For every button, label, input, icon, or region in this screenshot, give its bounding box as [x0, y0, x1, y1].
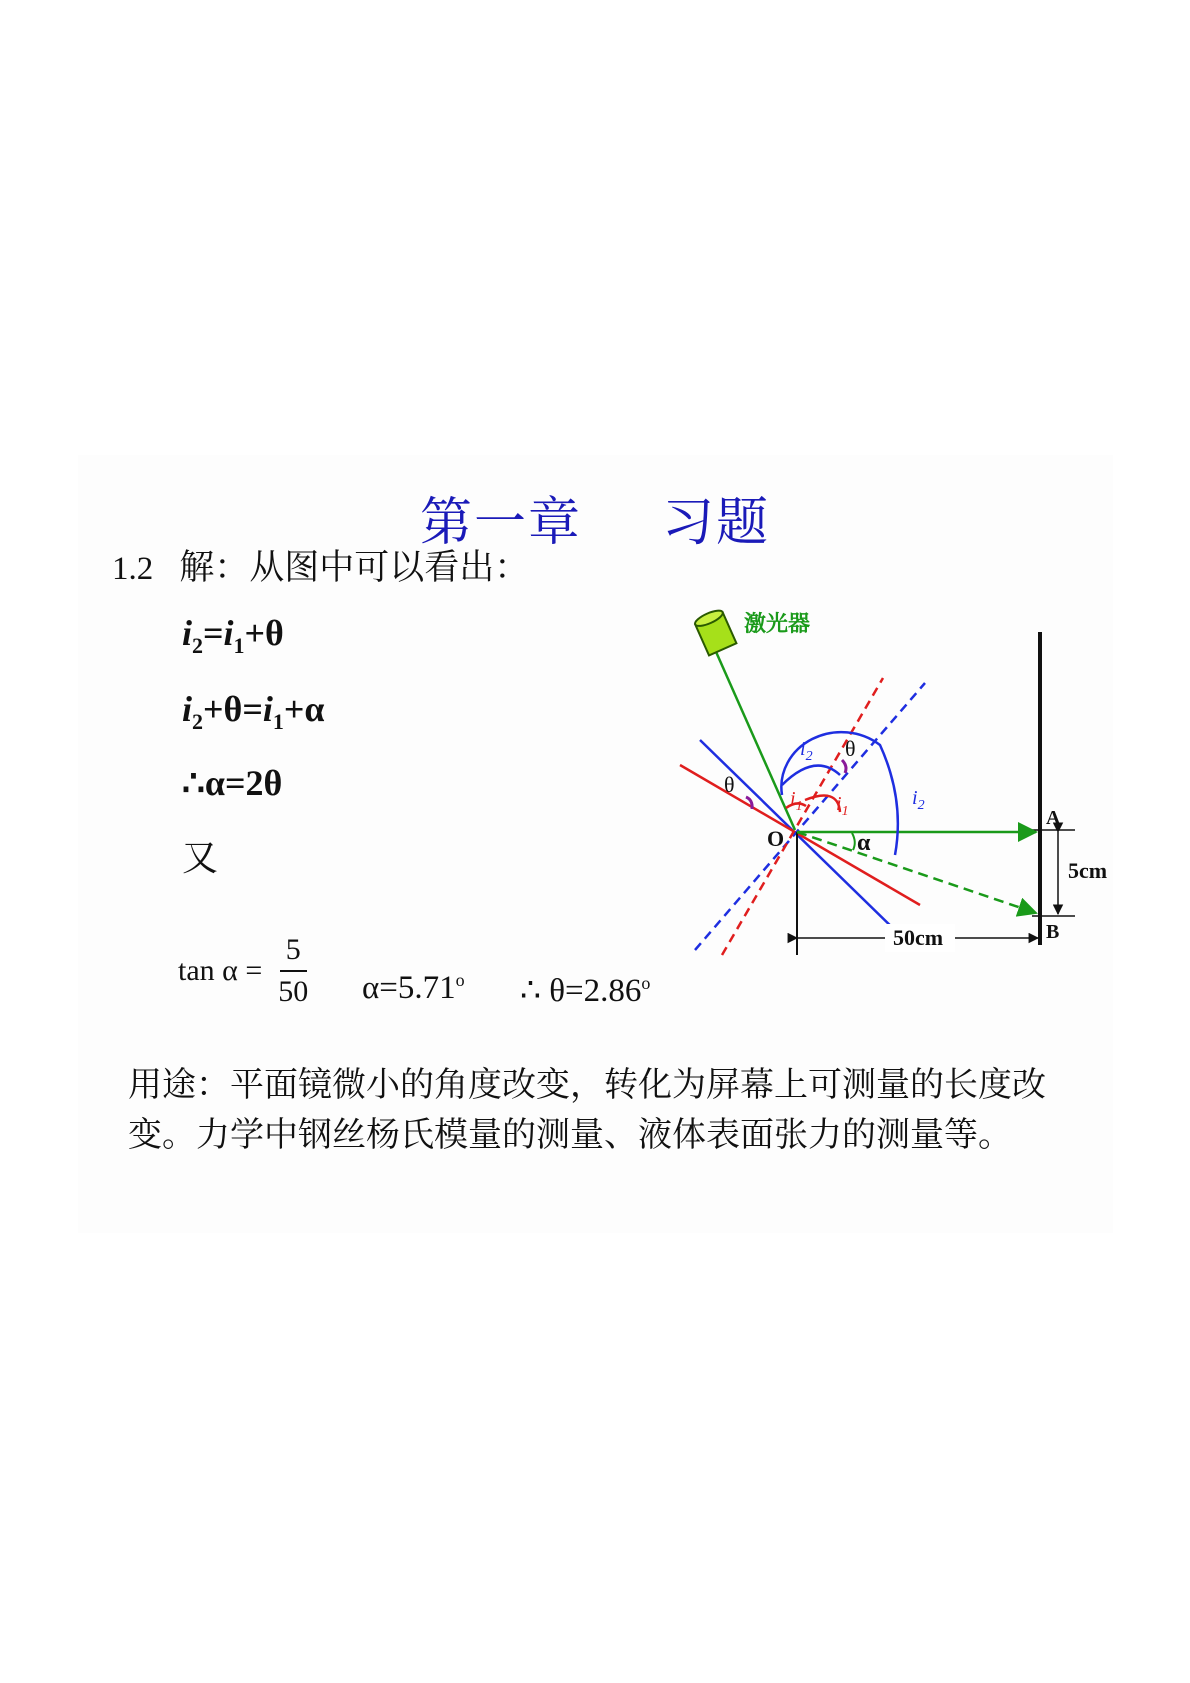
equation-3: ∴α=2θ [182, 763, 283, 803]
eq2-i2-sub: 2 [192, 709, 204, 735]
label-theta-right: θ [845, 736, 856, 761]
arc-alpha [852, 833, 855, 850]
normal-blue-dashed [695, 683, 925, 950]
eq2-plus-theta: +θ= [203, 689, 263, 729]
eq1-i2-sub: 2 [192, 633, 204, 659]
incident-beam [713, 645, 795, 830]
arc-i1-right [805, 796, 840, 812]
title-exercises: 习题 [662, 493, 771, 553]
label-b: B [1046, 921, 1060, 943]
title-chapter: 第一章 [419, 493, 582, 553]
laser-label: 激光器 [744, 612, 811, 637]
tan-denominator: 50 [278, 975, 309, 1008]
eq2-plus-alpha: +α [283, 689, 325, 729]
label-i2-upper: $i_2$ [800, 738, 813, 764]
alpha-value: α=5.71 [362, 970, 456, 1006]
eq2-i1-sub: 1 [272, 709, 284, 735]
laser-icon [693, 608, 736, 656]
arc-i2-upper [782, 766, 840, 785]
eq1-i1-sub: 1 [233, 633, 245, 659]
mirror-red [680, 765, 920, 905]
label-i1-left: $i_1$ [790, 788, 803, 814]
label-o: O [767, 826, 785, 851]
alpha-degree: o [455, 970, 465, 990]
label-i2-right: $i_2$ [912, 787, 925, 813]
eq1-i2: i [182, 613, 193, 653]
tan-lhs: tan α = [178, 954, 263, 987]
intro-text: 解：从图中可以看出： [179, 548, 530, 588]
arc-theta-right [842, 760, 846, 773]
theta-value: ∴ θ=2.86 [520, 973, 642, 1009]
eq2-i1: i [262, 689, 273, 729]
problem-number: 1.2 [112, 551, 154, 587]
eq1-equals: = [203, 613, 224, 653]
label-50cm: 50cm [893, 925, 944, 950]
label-a: A [1046, 807, 1061, 829]
theta-degree: o [641, 973, 651, 993]
tan-numerator: 5 [280, 930, 307, 972]
eq1-plus-theta: +θ [244, 613, 284, 653]
label-alpha: α [857, 830, 871, 856]
usage-line-2: 变。力学中钢丝杨氏模量的测量、液体表面张力的测量等。 [128, 1115, 1012, 1155]
label-i1-right: $i_1$ [836, 793, 849, 819]
label-5cm: 5cm [1068, 858, 1108, 883]
label-theta-left: θ [724, 772, 735, 797]
also-text: 又 [182, 838, 219, 879]
eq2-i2: i [182, 689, 193, 729]
usage-line-1: 用途：平面镜微小的角度改变，转化为屏幕上可测量的长度改 [128, 1065, 1046, 1105]
eq1-i1: i [223, 613, 234, 653]
reflected-beam-b [797, 832, 1036, 913]
